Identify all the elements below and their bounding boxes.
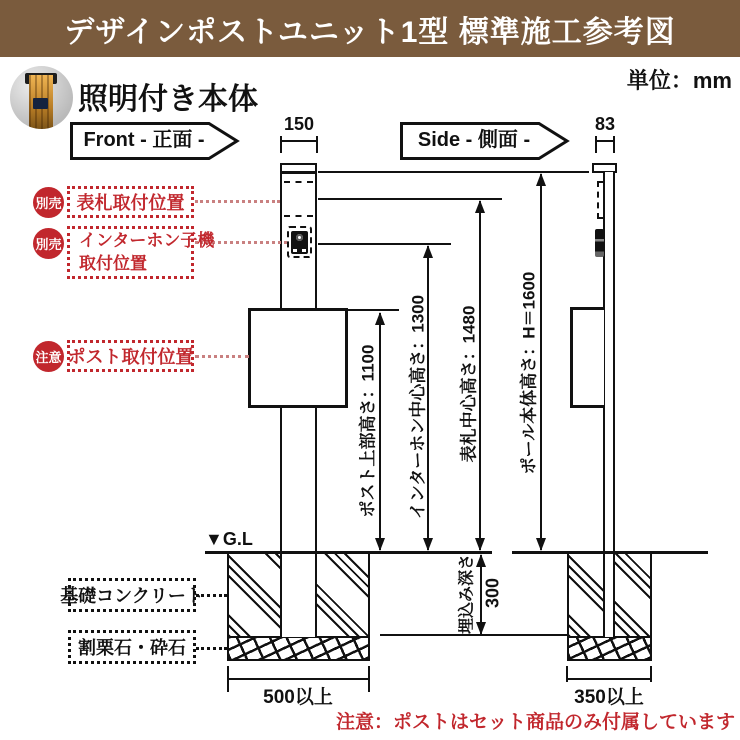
dim-label-pole-height: ポール本体高さ：H＝1600 [519, 271, 539, 475]
callout-intercom-line1: インターホン子機 [79, 230, 215, 250]
footing-dim-front: 500以上 [238, 682, 358, 709]
front-width-dim: 150 [283, 114, 315, 134]
ground-line-front [205, 551, 492, 554]
section-title: 照明付き本体 [78, 83, 258, 116]
front-mailbox [248, 308, 348, 408]
side-intercom-profile [595, 229, 604, 257]
side-pole [603, 172, 615, 637]
callout-concrete: 基礎コンクリート [68, 578, 196, 612]
front-view-label: Front - 正面 - [83, 129, 205, 151]
side-nameplate-outline [597, 181, 605, 219]
nameplate-zone-top-dash [284, 181, 313, 183]
dim-arrow-1480 [479, 201, 481, 550]
callout-crushed-stone: 割栗石・砕石 [68, 630, 196, 664]
ext-line-1100 [348, 309, 399, 311]
unit-label: 単位：mm [626, 68, 732, 93]
callout-nameplate-position: 表札取付位置 [67, 186, 194, 218]
ground-line-side [512, 551, 708, 554]
dim-arrow-1600 [540, 174, 542, 550]
page-title: デザインポストユニット1型 標準施工参考図 [64, 15, 676, 49]
badge-caution: 注意 [33, 341, 64, 372]
callout-intercom-position [67, 226, 215, 279]
front-foundation-stone [227, 636, 370, 661]
dim-arrow-300 [480, 555, 482, 634]
dim-value-depth: 300 [482, 577, 503, 609]
intercom-icon [291, 231, 308, 254]
side-mailbox [570, 307, 604, 408]
footing-dim-side: 350以上 [549, 682, 669, 709]
badge-sold-separately-2: 別売 [33, 228, 64, 259]
dim-label-post-top: ポスト上部高さ：1100 [358, 344, 378, 518]
dim-label-nameplate-center: 表札中心高さ：1480 [459, 305, 479, 463]
dim-arrow-1300 [427, 246, 429, 550]
callout-post-position: ポスト取付位置 [67, 340, 194, 372]
nameplate-zone-bottom-dash [284, 215, 313, 217]
ground-level-label: ▼G.L [205, 529, 253, 549]
callout-intercom-line2: 取付位置 [79, 253, 147, 273]
side-width-dim: 83 [594, 114, 616, 134]
front-view-banner [70, 122, 240, 160]
footing-dim-line-front [227, 678, 370, 680]
side-foundation-stone [567, 636, 652, 661]
ext-line-1600 [318, 171, 589, 173]
leader-crushed-stone [196, 647, 227, 650]
photo-intercom-plate [33, 98, 48, 109]
side-view-label: Side - 側面 - [417, 129, 531, 151]
dim-arrow-1100 [379, 313, 381, 550]
dim-label-depth: 埋込み深さ [458, 553, 476, 635]
leader-nameplate [195, 200, 280, 203]
front-width-bracket [280, 136, 318, 153]
dim-label-intercom-center: インターホン中心高さ：1300 [408, 294, 428, 520]
front-pole-cap-line [280, 171, 317, 174]
header-bar [0, 0, 740, 57]
side-view-banner [400, 122, 570, 160]
ext-line-stone-top [380, 634, 567, 636]
badge-sold-separately-1: 別売 [33, 187, 64, 218]
caution-note: 注意：ポストはセット商品のみ付属しています [335, 712, 735, 733]
footing-dim-line-side [566, 678, 652, 680]
leader-post [195, 355, 249, 358]
product-photo [10, 66, 73, 129]
side-width-bracket [595, 136, 615, 153]
